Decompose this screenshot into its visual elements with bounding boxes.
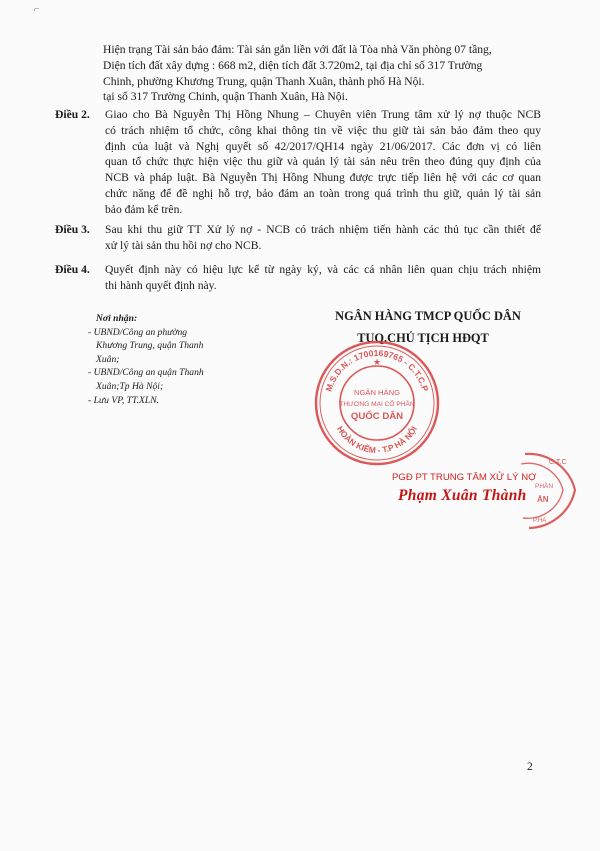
seal-inner-line-1: NGÂN HÀNG [354, 388, 400, 397]
recipient-line: Khương Trung, quận Thanh [96, 340, 204, 352]
company-seal-icon [312, 338, 442, 468]
recipient-line: Xuân; [96, 353, 120, 365]
recipient-line: - UBND/Công an quận Thanh [88, 367, 204, 379]
recipient-line: - Lưu VP, TT.XLN. [88, 394, 159, 406]
svg-text:★: ★ [372, 357, 382, 367]
signer-name: Phạm Xuân Thành [398, 487, 527, 504]
collateral-status-paragraph [103, 42, 539, 89]
article-label: Điều 3. [55, 223, 90, 236]
article-body: Quyết định này có hiệu lực kể từ ngày ký, và các cá nhân liên quan chịu trách nhiệm thi hành quyết định này. [105, 263, 541, 292]
intro-line: Diện tích đất xây dựng : 668 m2, diện tích đất 3.720m2, tại địa chỉ số 317 Trường [103, 58, 483, 72]
seal-inner-line-3: QUỐC DÂN [350, 411, 404, 422]
signer-title: PGĐ PT TRUNG TÂM XỬ LÝ NỢ [392, 472, 537, 483]
article-label: Điều 2. [55, 108, 90, 121]
svg-text:PHẦN: PHẦN [535, 483, 554, 490]
article-body: Giao cho Bà Nguyễn Thị Hồng Nhung – Chuyên viên Trung tâm xử lý nợ thuộc NCB có trách nhiệm tổ chức, công khai thông tin về việc thu giữ tài sản bảo đảm theo quy định của luật và Nghị quyết số 42/2017/QH14 ngày 21/06/2017. Các đơn vị có liên quan tổ chức thực hiện việc thu giữ và quản lý tài sản nêu trên theo đúng quy định của NCB và pháp luật. Bà Nguyễn Thị Hồng Nhung được trực tiếp liên hệ với các cơ quan chức năng để đề nghị hỗ trợ, bảo đảm an toàn trong quá trình thu giữ, quản lý tài sản bảo đảm kể trên. [105, 108, 541, 216]
recipient-line: - UBND/Công an phường [88, 326, 188, 338]
intro-line: Chinh, phường Khương Trung, quận Thanh Xuân, thành phố Hà Nội. [103, 74, 425, 88]
svg-text:P.HÀ: P.HÀ [533, 518, 547, 524]
seal-top-text: M.S.D.N.: 1700169765 - C.T.C.P [323, 347, 431, 393]
svg-text:ÂN: ÂN [537, 495, 549, 504]
article-label: Điều 4. [55, 263, 90, 276]
recipients-block [88, 312, 258, 407]
seal-bottom-text: HOÀN KIẾM - T.P HÀ NỘI [335, 424, 419, 456]
page-number: 2 [527, 761, 533, 773]
partial-seal-icon [519, 450, 579, 530]
article-body: Sau khi thu giữ TT Xử lý nợ - NCB có trách nhiệm tiến hành các thủ tục cần thiết để xử lý tài sản thu hồi nợ cho NCB. [105, 223, 541, 252]
authorization-heading: TUQ.CHỦ TỊCH HĐQT [357, 331, 489, 345]
recipients-title: Nơi nhận: [96, 313, 138, 324]
scan-corner-mark: ⌐ [34, 4, 40, 15]
seal-inner-line-2: THƯƠNG MẠI CỔ PHẦN [339, 401, 415, 408]
intro-line: Hiện trạng Tài sản bảo đảm: Tài sản gắn liền với đất là Tòa nhà Văn phòng 07 tầng, [103, 43, 492, 56]
svg-text:C.T.C: C.T.C [549, 459, 567, 466]
collateral-location-line: tại số 317 Trường Chinh, quận Thanh Xuân, Hà Nội. [103, 90, 348, 103]
bank-name-heading: NGÂN HÀNG TMCP QUỐC DÂN [335, 309, 521, 323]
recipient-line: Xuân;Tp Hà Nội; [96, 380, 164, 392]
